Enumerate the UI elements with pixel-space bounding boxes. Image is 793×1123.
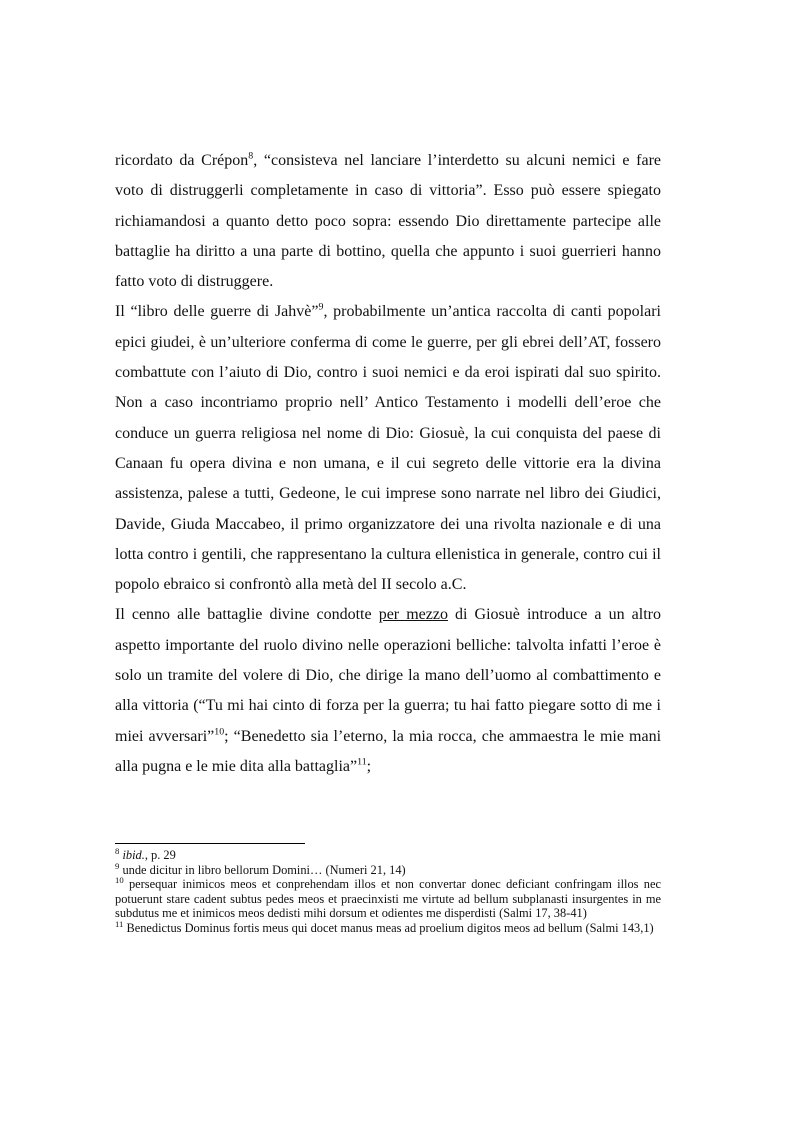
footnote-ref-8[interactable]: 8	[248, 150, 254, 162]
footnote-separator	[115, 843, 305, 844]
underlined-text: per mezzo	[378, 606, 448, 624]
body-text	[115, 146, 661, 782]
footnotes	[115, 845, 661, 936]
footnote-8: $^8$ ibid., p. 29	[115, 845, 176, 862]
paragraph-2: Il “libro delle guerre di Jahvè”$^9$, probabilmente un’antica raccolta di canti popolari epici giudei, è un’ulteriore conferma di come le guerre, per gli ebrei dell’AT, fossero combattute con l’aiuto di Dio, contro i suoi nemici e da eroi ispirati dal suo spirito. Non a caso incontriamo proprio nell’ Antico Testamento i modelli dell’eroe che conduce un guerra religiosa nel nome di Dio: Giosuè, la cui conquista del paese di Canaan fu opera divina e non umana, e il cui segreto delle vittorie era la divina assistenza, palese a tutti, Gedeone, le cui imprese sono narrate nel libro dei Giudici, Davide, Giuda Maccabeo, il primo organizzatore dei una rivolta nazionale e di una lotta contro i gentili, che rappresentano la cultura ellenistica in generale, contro cui il popolo ebraico si confrontò alla metà del II secolo a.C.	[115, 302, 662, 594]
footnote-9: $^9$ unde dicitur in libro bellorum Domini… (Numeri 21, 14)	[115, 860, 406, 877]
footnote-ref-10[interactable]: 10	[214, 726, 225, 738]
paragraph-3: Il cenno alle battaglie divine condotte per mezzo di Giosuè introduce a un altro aspetto importante del ruolo divino nelle operazioni belliche: talvolta infatti l’eroe è solo un tramite del volere di Dio, che dirige la mano dell’uomo al combattimento e alla vittoria (“Tu mi hai cinto di forza per la guerra; tu hai fatto piegare sotto di me i miei avversari”$^{10}$; “Benedetto sia l’eterno, la mia rocca, che ammaestra le mie mani alla pugna e le mie dita alla battaglia”$^{11}$;	[115, 606, 662, 775]
footnote-10: $^{10}$ persequar inimicos meos et conprehendam illos et non convertar donec deficiant confringam illos nec potuerunt stare cadent subtus pedes meos et praecinxisti me virtute ad bellum subplanasti insurgentes in me subdutus me et inimicos meos dedisti mihi dorsum et odientes me disperdisti (Salmi 17, 38-41)	[115, 875, 661, 921]
paragraph-1: ricordato da Crépon$^8$, “consisteva nel lanciare l’interdetto su alcuni nemici e fare voto di distruggerli completamente in caso di vittoria”. Esso può essere spiegato richiamandosi a quanto detto poco sopra: essendo Dio direttamente partecipe alle battaglie ha diritto a una parte di bottino, quella che appunto i suoi guerrieri hanno fatto voto di distruggere.	[115, 150, 662, 291]
footnote-ref-9[interactable]: 9	[318, 302, 324, 314]
footnote-ref-11[interactable]: 11	[357, 756, 367, 768]
footnote-11: $^{11}$ Benedictus Dominus fortis meus qui docet manus meas ad proelium digitos meos ad bellum (Salmi 143,1)	[115, 918, 654, 935]
